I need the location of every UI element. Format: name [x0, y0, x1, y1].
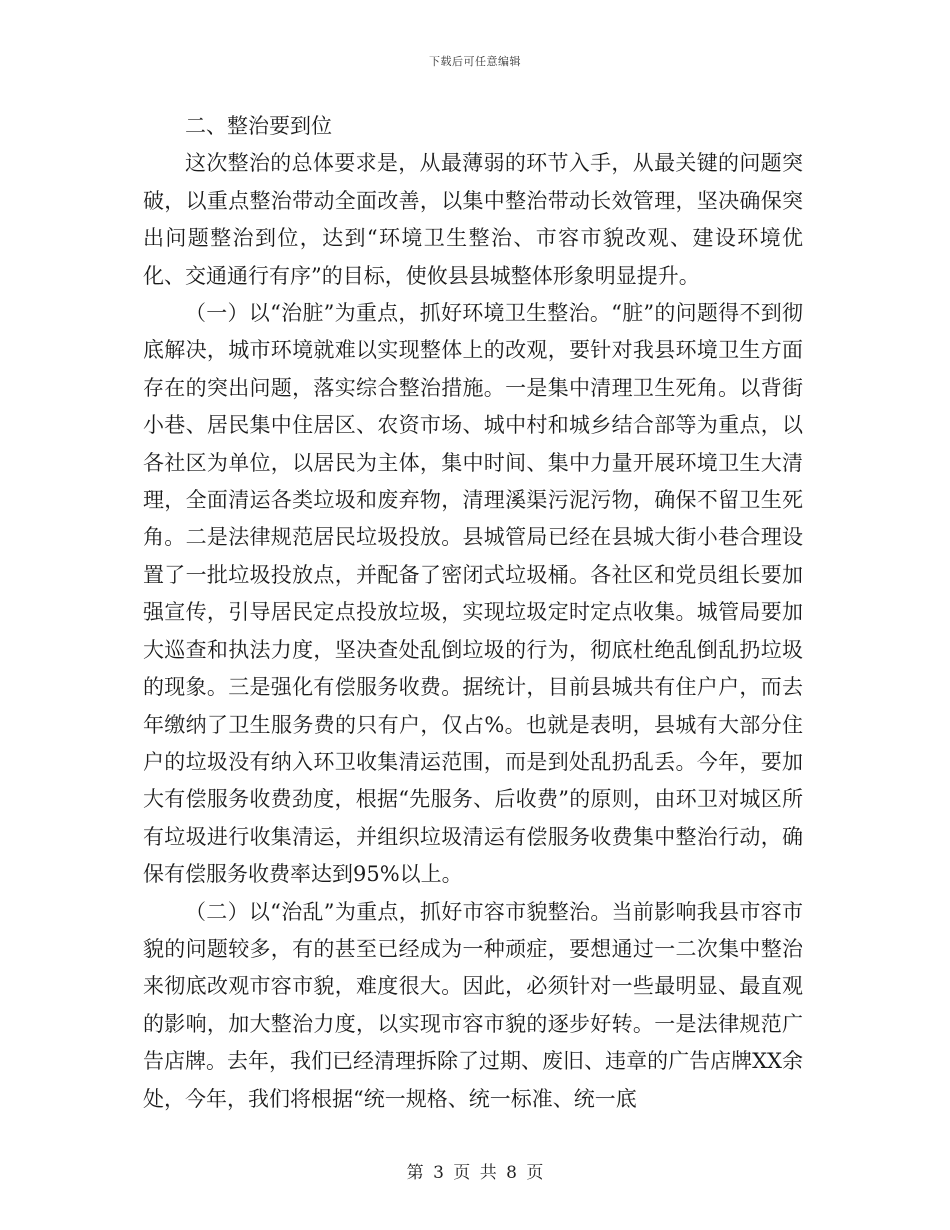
section-heading: 二、整治要到位: [185, 114, 332, 138]
document-body: [143, 108, 803, 1118]
paragraph-intro: 这次整治的总体要求是，从最薄弱的环节入手，从最关键的问题突破，以重点整治带动全面改善，以集中整治带动长效管理，坚决确保突出问题整治到位，达到“环境卫生整治、市容市貌改观、建设环境优化、交通通行有序”的目标，使攸县县城整体形象明显提升。: [143, 151, 803, 288]
page-footer: 第 3 页 共 8 页: [406, 1163, 544, 1183]
page-header: 下载后可任意编辑: [429, 55, 521, 68]
paragraph-sanitation: （一）以“治脏”为重点，抓好环境卫生整治。“脏”的问题得不到彻底解决，城市环境就难以实现整体上的改观，要针对我县环境卫生方面存在的突出问题，落实综合整治措施。一是集中清理卫生死角。以背街小巷、居民集中住居区、农资市场、城中村和城乡结合部等为重点，以各社区为单位，以居民为主体，集中时间、集中力量开展环境卫生大清理，全面清运各类垃圾和废弃物，清理溪渠污泥污物，确保不留卫生死角。二是法律规范居民垃圾投放。县城管局已经在县城大街小巷合理设置了一批垃圾投放点，并配备了密闭式垃圾桶。各社区和党员组长要加强宣传，引导居民定点投放垃圾，实现垃圾定时定点收集。城管局要加大巡查和执法力度，坚决查处乱倒垃圾的行为，彻底杜绝乱倒乱扔垃圾的现象。三是强化有偿服务收费。据统计，目前县城共有住户户，而去年缴纳了卫生服务费的只有户，仅占%。也就是表明，县城有大部分住户的垃圾没有纳入环卫收集清运范围，而是到处乱扔乱丢。今年，要加大有偿服务收费劲度，根据“先服务、后收费”的原则，由环卫对城区所有垃圾进行收集清运，并组织垃圾清运有偿服务收费集中整治行动，确保有偿服务收费率达到95%以上。: [143, 301, 803, 887]
paragraph-city-appearance: （二）以“治乱”为重点，抓好市容市貌整治。当前影响我县市容市貌的问题较多，有的甚至已经成为一种顽症，要想通过一二次集中整治来彻底改观市容市貌，难度很大。因此，必须针对一些最明显、最直观的影响，加大整治力度，以实现市容市貌的逐步好转。一是法律规范广告店牌。去年，我们已经清理拆除了过期、废旧、违章的广告店牌XX余处，今年，我们将根据“统一规格、统一标准、统一底: [143, 899, 803, 1111]
